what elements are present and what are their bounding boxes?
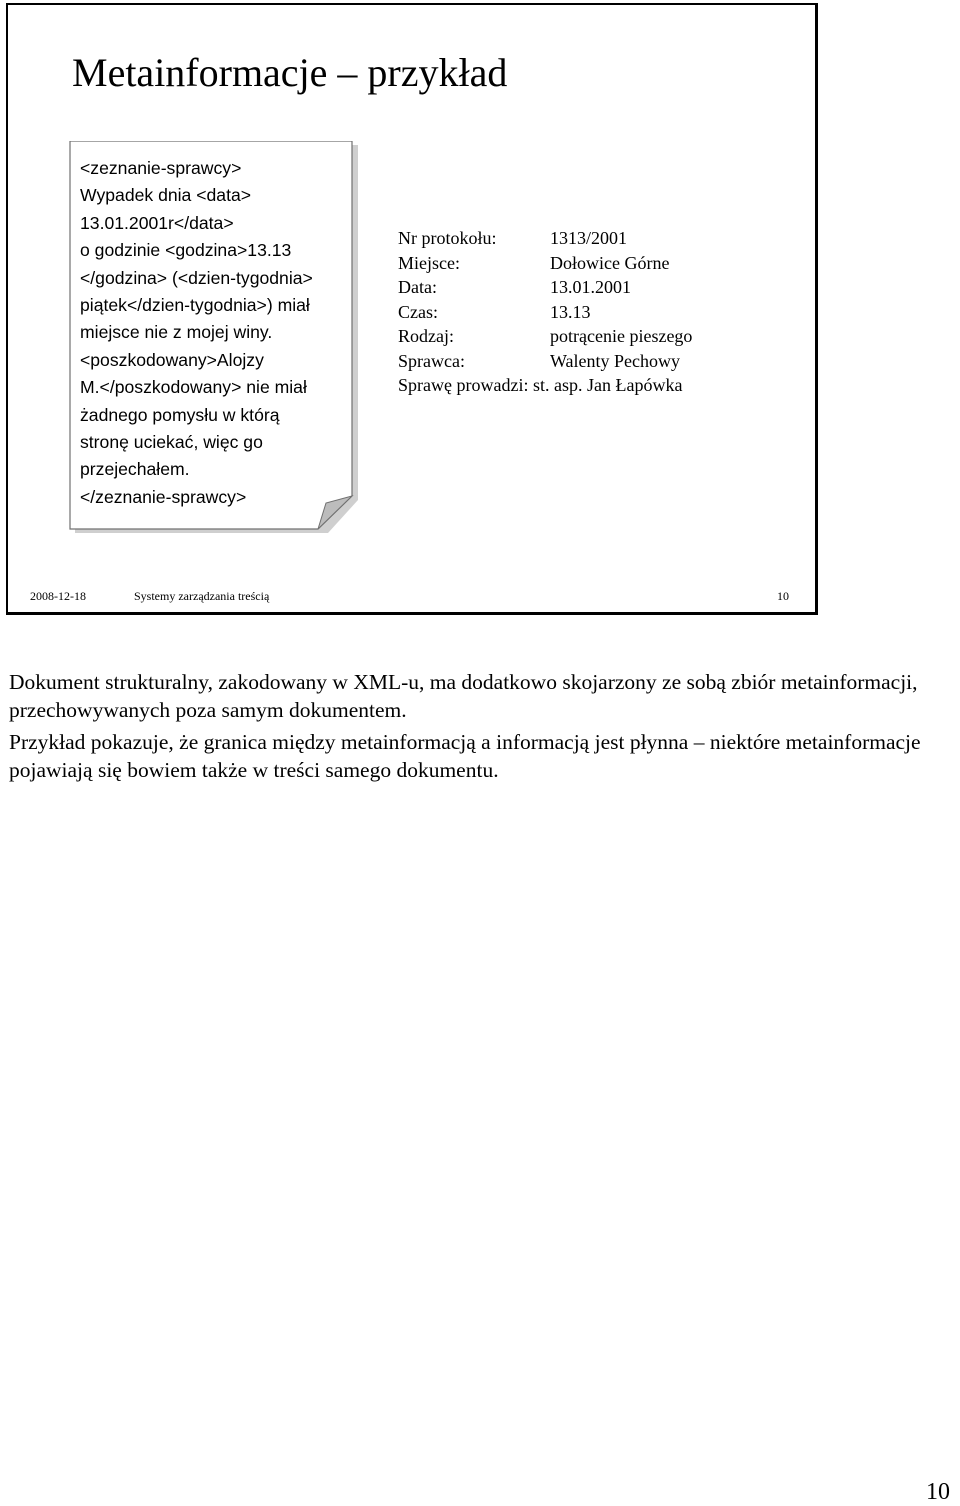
notes-paragraph: Dokument strukturalny, zakodowany w XML-u, ma dodatkowo skojarzony ze sobą zbiór metainformacji, przechowywanych poza samym dokumentem. xyxy=(9,670,918,722)
metadata-row xyxy=(398,275,682,300)
xml-line: Wypadek dnia <data> xyxy=(80,185,252,206)
metadata-row xyxy=(398,324,693,349)
slide-title: Metainformacje – przykład xyxy=(72,50,508,95)
xml-line: żadnego pomysłu w którą xyxy=(80,404,280,425)
slide-frame xyxy=(6,3,818,615)
metadata-label: Rodzaj: xyxy=(398,326,454,346)
page-number: 10 xyxy=(926,1479,950,1505)
xml-line: </godzina> (<dzien-tygodnia> xyxy=(80,267,313,288)
xml-line: o godzinie <godzina>13.13 xyxy=(80,240,292,261)
metadata-row xyxy=(398,349,682,374)
metadata-label: Sprawca: xyxy=(398,350,465,371)
metadata-row xyxy=(398,251,682,276)
metadata-value: Dołowice Górne xyxy=(550,252,670,273)
lecture-notes xyxy=(9,668,949,788)
metadata-label: Miejsce: xyxy=(398,252,460,273)
metadata-table xyxy=(398,226,693,398)
footer-course-title: Systemy zarządzania treścią xyxy=(134,589,270,603)
slide-footer xyxy=(8,589,815,609)
xml-line: M.</poszkodowany> nie miał xyxy=(80,377,307,398)
xml-line: <poszkodowany>Alojzy xyxy=(80,349,264,370)
metadata-label: Nr protokołu: xyxy=(398,228,497,248)
xml-line: przejechałem. xyxy=(80,459,190,480)
metadata-label: Czas: xyxy=(398,301,438,322)
metadata-label: Sprawę prowadzi: xyxy=(398,375,529,395)
xml-witness-statement xyxy=(80,155,350,511)
metadata-label: Data: xyxy=(398,277,437,297)
xml-line: <zeznanie-sprawcy> xyxy=(80,158,242,178)
xml-line: 13.01.2001r</data> xyxy=(80,212,234,233)
metadata-row-inline xyxy=(398,373,682,398)
metadata-value: potrącenie pieszego xyxy=(550,326,693,346)
xml-line: miejsce nie z mojej winy. xyxy=(80,322,273,343)
metadata-value: Walenty Pechowy xyxy=(550,350,681,371)
footer-date: 2008-12-18 xyxy=(30,589,86,603)
xml-line: stronę uciekać, więc go xyxy=(80,432,263,453)
metadata-value: 13.01.2001 xyxy=(550,277,631,297)
xml-line: </zeznanie-sprawcy> xyxy=(80,486,247,507)
xml-line: piątek</dzien-tygodnia>) miał xyxy=(80,295,310,316)
metadata-value: st. asp. Jan Łapówka xyxy=(532,375,683,395)
metadata-value: 1313/2001 xyxy=(550,228,628,248)
footer-slide-number: 10 xyxy=(777,589,789,603)
metadata-row xyxy=(398,300,682,325)
metadata-value: 13.13 xyxy=(550,301,591,322)
metadata-row xyxy=(398,226,682,251)
notes-paragraph: Przykład pokazuje, że granica między metainformacją a informacją jest płynna – niektóre metainformacje pojawiają się bowiem także w treści samego dokumentu. xyxy=(9,730,921,782)
